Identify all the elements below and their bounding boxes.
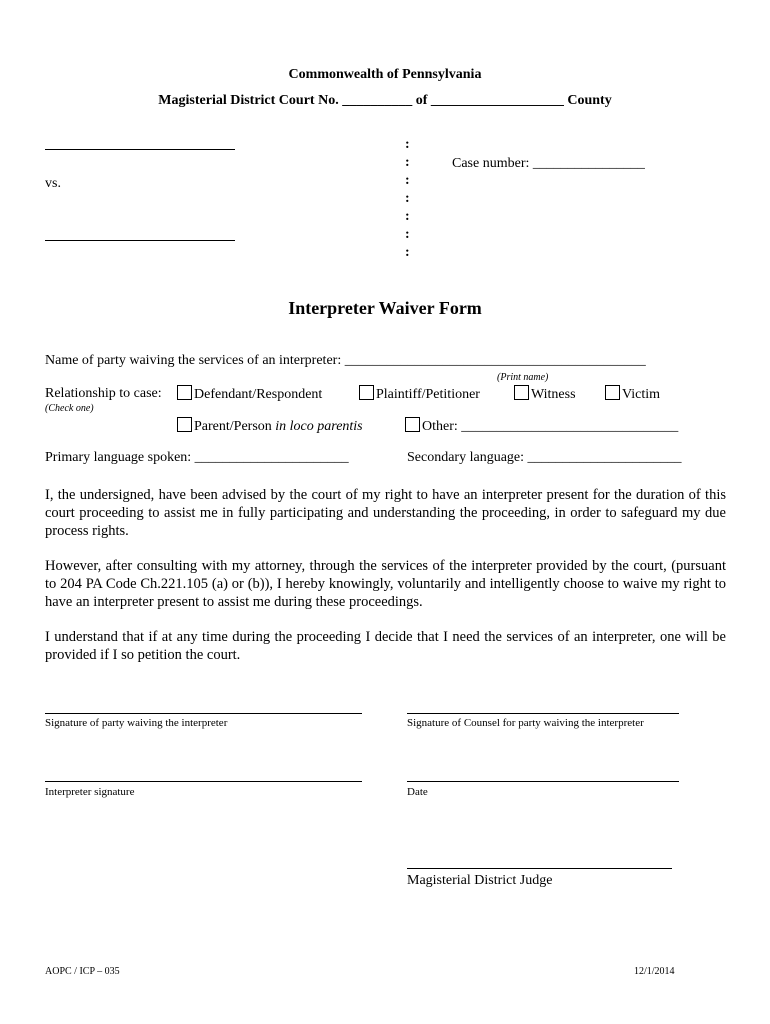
date-label: Date — [407, 786, 428, 798]
print-name-hint: (Print name) — [497, 372, 549, 383]
form-title: Interpreter Waiver Form — [288, 298, 482, 318]
date-line[interactable] — [407, 781, 679, 782]
paragraph-understand: I understand that if at any time during the proceeding I decide that I need the services of an interpreter, one will be provided if I so petition the court. — [45, 629, 726, 663]
option-parent-label: Parent/Person — [194, 419, 276, 434]
checkbox-icon[interactable] — [405, 417, 420, 432]
relationship-label: Relationship to case: — [45, 386, 162, 401]
judge-label: Magisterial District Judge — [407, 873, 553, 888]
option-defendant[interactable] — [177, 385, 322, 403]
plaintiff-name-line[interactable] — [45, 149, 235, 150]
checkbox-icon[interactable] — [177, 417, 192, 432]
party-signature-label: Signature of party waiving the interpreter — [45, 717, 228, 729]
caption-colon: : — [405, 191, 410, 206]
interpreter-signature-label: Interpreter signature — [45, 786, 135, 798]
header-line1: Commonwealth of Pennsylvania — [288, 67, 482, 82]
option-witness[interactable] — [514, 385, 576, 403]
option-other-label: Other: _______________________________ — [422, 419, 679, 434]
caption-colon: : — [405, 173, 410, 188]
counsel-signature-label: Signature of Counsel for party waiving the interpreter — [407, 717, 644, 729]
option-defendant-label: Defendant/Respondent — [194, 387, 323, 402]
case-number-field[interactable]: Case number: ________________ — [452, 156, 645, 171]
checkbox-icon[interactable] — [359, 385, 374, 400]
secondary-language-field[interactable]: Secondary language: ______________________ — [407, 450, 682, 465]
caption-colon: : — [405, 245, 410, 260]
primary-language-field[interactable]: Primary language spoken: ______________________ — [45, 450, 349, 465]
form-code: AOPC / ICP – 035 — [45, 966, 120, 977]
checkbox-icon[interactable] — [177, 385, 192, 400]
form-date: 12/1/2014 — [634, 966, 675, 977]
defendant-name-line[interactable] — [45, 240, 235, 241]
checkbox-icon[interactable] — [514, 385, 529, 400]
option-witness-label: Witness — [531, 387, 576, 402]
versus-label: vs. — [45, 176, 61, 191]
header-line2: Magisterial District Court No. __________ of ___________________ County — [158, 93, 612, 108]
option-victim-label: Victim — [622, 387, 661, 402]
party-name-field[interactable]: Name of party waiving the services of an interpreter: ___________________________________________ — [45, 353, 646, 368]
paragraph-advised: I, the undersigned, have been advised by the court of my right to have an interpreter present for the duration of this court proceeding to assist me in fully participating and understanding the proceeding, in order to safeguard my due process rights. — [45, 487, 726, 539]
option-plaintiff-label: Plaintiff/Petitioner — [376, 387, 480, 402]
option-other[interactable] — [405, 417, 678, 435]
check-one-hint: (Check one) — [45, 403, 94, 414]
option-plaintiff[interactable] — [359, 385, 480, 403]
option-victim[interactable] — [605, 385, 660, 403]
paragraph-waiver: However, after consulting with my attorney, through the services of the interpreter provided by the court, (pursuant to 204 PA Code Ch.221.105 (a) or (b)), I hereby knowingly, voluntarily and intelligently choose to waive my right to have an interpreter present to assist me during these proceedings. — [45, 558, 726, 610]
option-parent[interactable] — [177, 417, 363, 435]
caption-colon: : — [405, 137, 410, 152]
caption-colon: : — [405, 155, 410, 170]
counsel-signature-line[interactable] — [407, 713, 679, 714]
checkbox-icon[interactable] — [605, 385, 620, 400]
interpreter-signature-line[interactable] — [45, 781, 362, 782]
caption-colon: : — [405, 227, 410, 242]
caption-colon: : — [405, 209, 410, 224]
option-parent-italic: in loco parentis — [275, 419, 363, 434]
judge-signature-line[interactable] — [407, 868, 672, 869]
party-signature-line[interactable] — [45, 713, 362, 714]
